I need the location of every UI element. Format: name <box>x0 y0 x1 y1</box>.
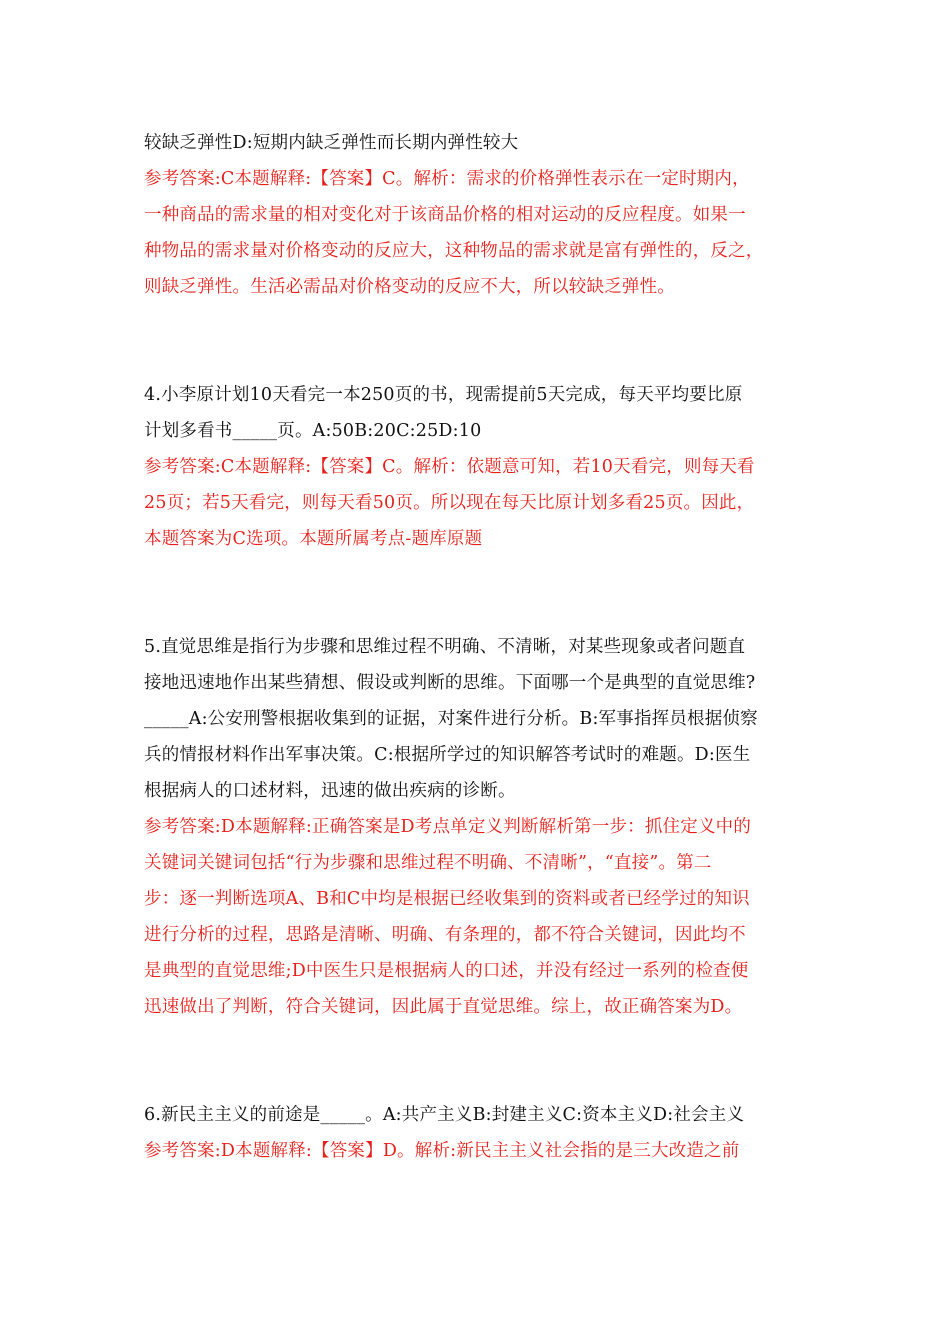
answer-text-line: 进行分析的过程，思路是清晰、明确、有条理的，都不符合关键词，因此均不 <box>144 925 746 945</box>
block-spacer <box>144 1025 808 1097</box>
question-block-3-tail <box>144 125 808 305</box>
question-text-line: 接地迅速地作出某些猜想、假设或判断的思维。下面哪一个是典型的直觉思维? <box>144 673 756 693</box>
answer-text-line: 一种商品的需求量的相对变化对于该商品价格的相对运动的反应程度。如果一 <box>144 205 746 225</box>
block-spacer <box>144 557 808 629</box>
question-text-line: _____A:公安刑警根据收集到的证据，对案件进行分析。B:军事指挥员根据侦察 <box>144 709 758 729</box>
answer-text-line: 则缺乏弹性。生活必需品对价格变动的反应不大，所以较缺乏弹性。 <box>144 277 675 297</box>
answer-text-line: 种物品的需求量对价格变动的反应大，这种物品的需求就是富有弹性的，反之， <box>144 241 764 261</box>
answer-text-line: 是典型的直觉思维;D中医生只是根据病人的口述，并没有经过一系列的检查便 <box>144 961 749 981</box>
answer-text-line: 参考答案:D本题解释:【答案】D。解析:新民主主义社会指的是三大改造之前 <box>144 1141 740 1161</box>
question-text-line: 兵的情报材料作出军事决策。C:根据所学过的知识解答考试时的难题。D:医生 <box>144 745 751 765</box>
question-text-line: 较缺乏弹性D:短期内缺乏弹性而长期内弹性较大 <box>144 133 519 153</box>
answer-text-line: 关键词关键词包括“行为步骤和思维过程不明确、不清晰”，“直接”。第二 <box>144 853 712 873</box>
document-page <box>144 125 808 1169</box>
question-block-5 <box>144 629 808 1025</box>
block-spacer <box>144 305 808 377</box>
answer-text-line: 参考答案:C本题解释:【答案】C。解析：依题意可知，若10天看完，则每天看 <box>144 457 755 477</box>
answer-text-line: 步：逐一判断选项A、B和C中均是根据已经收集到的资料或者已经学过的知识 <box>144 889 750 909</box>
question-text-line: 根据病人的口述材料，迅速的做出疾病的诊断。 <box>144 781 516 801</box>
answer-text-line: 本题答案为C选项。本题所属考点-题库原题 <box>144 529 483 549</box>
answer-text-line: 迅速做出了判断，符合关键词，因此属于直觉思维。综上，故正确答案为D。 <box>144 997 743 1017</box>
question-block-4 <box>144 377 808 557</box>
question-text-line: 6.新民主主义的前途是_____。A:共产主义B:封建主义C:资本主义D:社会主义 <box>144 1105 745 1125</box>
answer-text-line: 参考答案:D本题解释:正确答案是D考点单定义判断解析第一步：抓住定义中的 <box>144 817 752 837</box>
question-text-line: 5.直觉思维是指行为步骤和思维过程不明确、不清晰，对某些现象或者问题直 <box>144 637 746 657</box>
question-block-6 <box>144 1097 808 1169</box>
question-text-line: 4.小李原计划10天看完一本250页的书，现需提前5天完成，每天平均要比原 <box>144 385 743 405</box>
question-text-line: 计划多看书_____页。A:50B:20C:25D:10 <box>144 421 482 441</box>
answer-text-line: 25页；若5天看完，则每天看50页。所以现在每天比原计划多看25页。因此， <box>144 493 755 513</box>
answer-text-line: 参考答案:C本题解释:【答案】C。解析：需求的价格弹性表示在一定时期内， <box>144 169 750 189</box>
